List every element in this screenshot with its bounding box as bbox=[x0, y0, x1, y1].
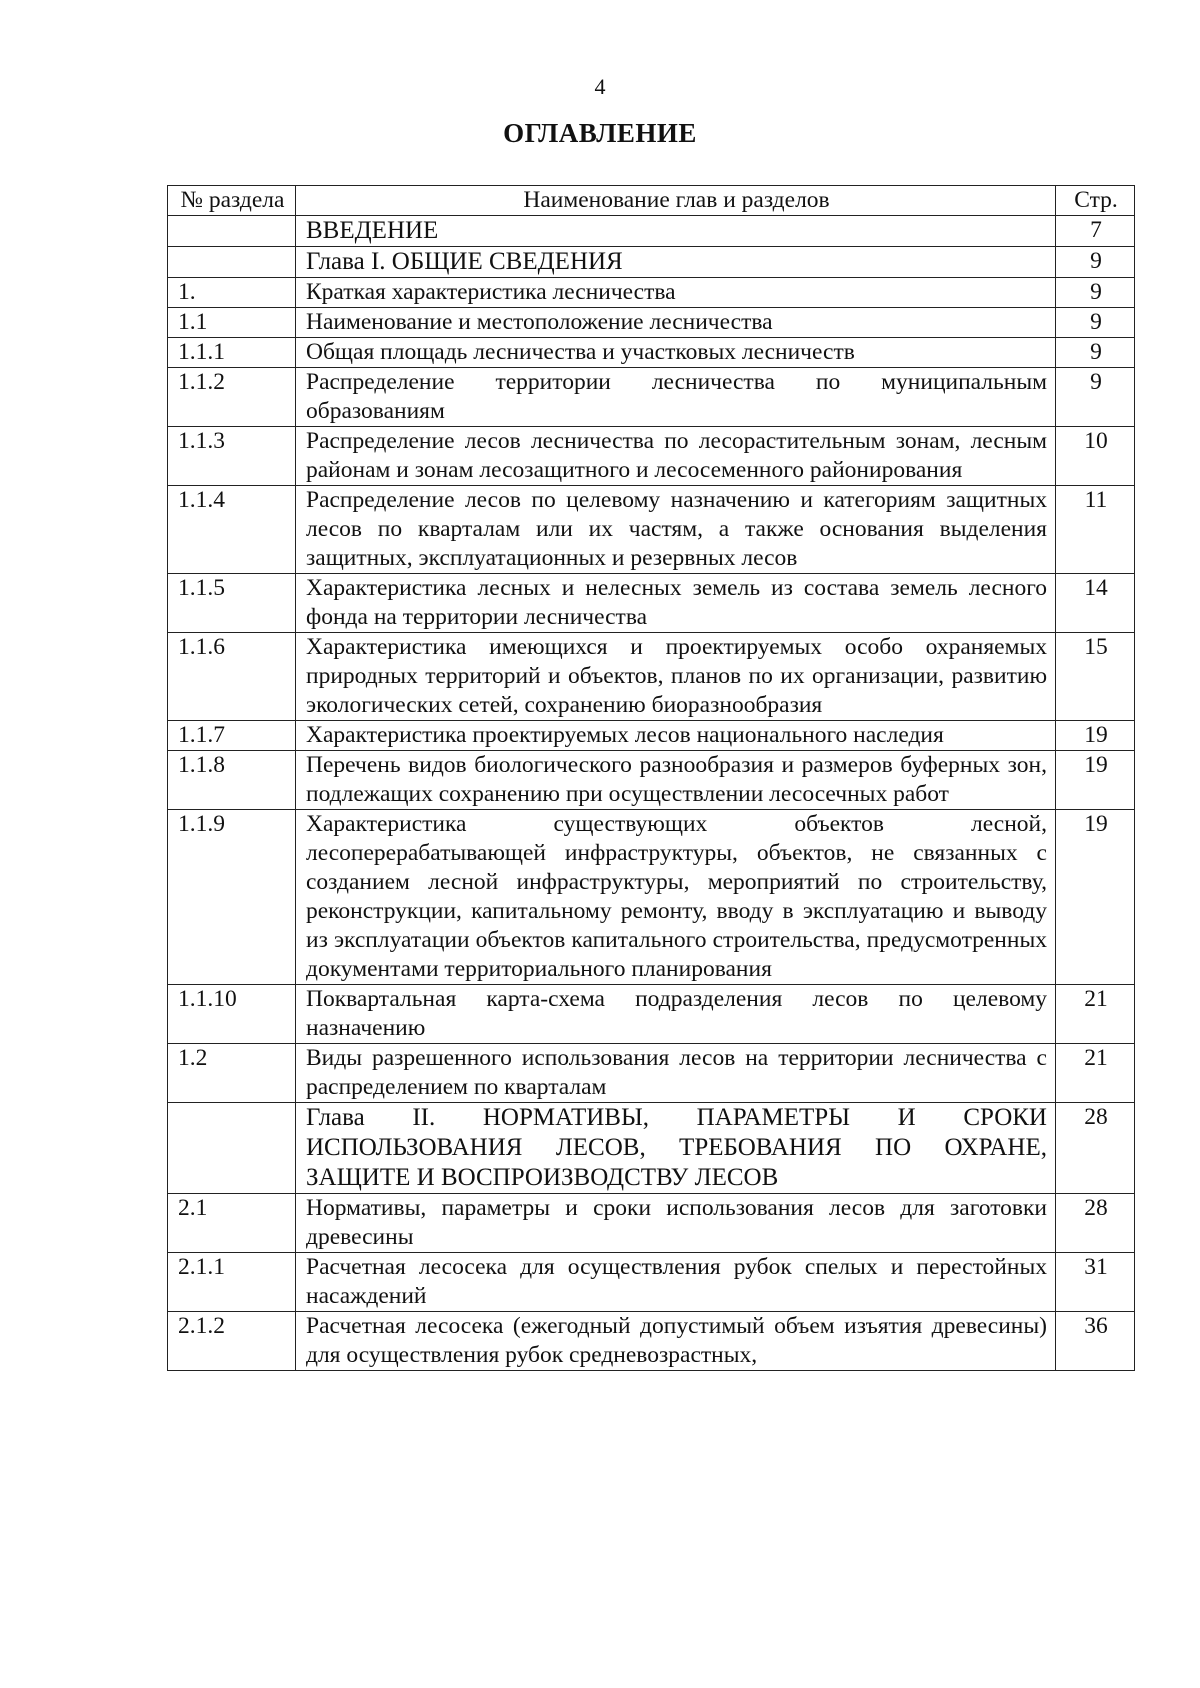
section-number: 1.1.5 bbox=[168, 574, 296, 633]
section-title: Расчетная лесосека (ежегодный допустимый объем изъятия древесины) для осуществления рубок средневозрастных, bbox=[296, 1312, 1056, 1371]
section-title: Характеристика лесных и нелесных земель из состава земель лесного фонда на территории лесничества bbox=[296, 574, 1056, 633]
section-number bbox=[168, 1103, 296, 1194]
section-number bbox=[168, 216, 296, 247]
table-row bbox=[168, 486, 1135, 574]
page-number-cell: 11 bbox=[1056, 486, 1135, 574]
section-number: 1.1.6 bbox=[168, 633, 296, 721]
document-title: ОГЛАВЛЕНИЕ bbox=[503, 118, 697, 148]
table-row bbox=[168, 368, 1135, 427]
section-number: 1.1.4 bbox=[168, 486, 296, 574]
section-title: Характеристика проектируемых лесов национального наследия bbox=[296, 721, 1056, 751]
section-number: 2.1.2 bbox=[168, 1312, 296, 1371]
header-page: Стр. bbox=[1056, 186, 1135, 216]
section-number: 1.1.10 bbox=[168, 985, 296, 1044]
table-row bbox=[168, 216, 1135, 247]
section-number: 1.1.9 bbox=[168, 810, 296, 985]
header-row bbox=[168, 186, 1135, 216]
table-row bbox=[168, 1194, 1135, 1253]
table-row bbox=[168, 810, 1135, 985]
page-number-cell: 9 bbox=[1056, 338, 1135, 368]
section-title: Глава II. НОРМАТИВЫ, ПАРАМЕТРЫ И СРОКИ ИСПОЛЬЗОВАНИЯ ЛЕСОВ, ТРЕБОВАНИЯ ПО ОХРАНЕ, ЗАЩИТЕ И ВОСПРОИЗВОДСТВУ ЛЕСОВ bbox=[296, 1103, 1056, 1194]
section-title: Наименование и местоположение лесничества bbox=[296, 308, 1056, 338]
section-number: 2.1 bbox=[168, 1194, 296, 1253]
table-row bbox=[168, 574, 1135, 633]
section-number: 2.1.1 bbox=[168, 1253, 296, 1312]
section-number: 1.1.2 bbox=[168, 368, 296, 427]
header-section-number: № раздела bbox=[168, 186, 296, 216]
table-row bbox=[168, 985, 1135, 1044]
section-title: Характеристика существующих объектов лесной, лесоперерабатывающей инфраструктуры, объектов, не связанных с созданием лесной инфраструктуры, мероприятий по строительству, реконструкции, капитальному ремонту, вводу в эксплуатацию и выводу из эксплуатации объектов капитального строительства, предусмотренных документами территориального планирования bbox=[296, 810, 1056, 985]
page-number-cell: 14 bbox=[1056, 574, 1135, 633]
page-number-cell: 15 bbox=[1056, 633, 1135, 721]
table-row bbox=[168, 247, 1135, 278]
section-title: Распределение лесов по целевому назначению и категориям защитных лесов по кварталам или их частям, а также основания выделения защитных, эксплуатационных и резервных лесов bbox=[296, 486, 1056, 574]
section-title: Поквартальная карта-схема подразделения лесов по целевому назначению bbox=[296, 985, 1056, 1044]
table-row bbox=[168, 278, 1135, 308]
table-row bbox=[168, 1103, 1135, 1194]
table-of-contents bbox=[167, 185, 1135, 1371]
page-number-cell: 19 bbox=[1056, 810, 1135, 985]
page-number-cell: 31 bbox=[1056, 1253, 1135, 1312]
section-number bbox=[168, 247, 296, 278]
table-row bbox=[168, 1312, 1135, 1371]
table-row bbox=[168, 308, 1135, 338]
table-row bbox=[168, 721, 1135, 751]
table-row bbox=[168, 338, 1135, 368]
page-number-cell: 21 bbox=[1056, 1044, 1135, 1103]
section-title: Характеристика имеющихся и проектируемых особо охраняемых природных территорий и объектов, планов по их организации, развитию экологических сетей, сохранению биоразнообразия bbox=[296, 633, 1056, 721]
table-row bbox=[168, 1044, 1135, 1103]
page-number-cell: 9 bbox=[1056, 247, 1135, 278]
section-title: Виды разрешенного использования лесов на территории лесничества с распределением по кварталам bbox=[296, 1044, 1056, 1103]
section-title: Расчетная лесосека для осуществления рубок спелых и перестойных насаждений bbox=[296, 1253, 1056, 1312]
page-number-cell: 19 bbox=[1056, 721, 1135, 751]
page-number-cell: 19 bbox=[1056, 751, 1135, 810]
page-number-cell: 28 bbox=[1056, 1103, 1135, 1194]
section-title: Перечень видов биологического разнообразия и размеров буферных зон, подлежащих сохранению при осуществлении лесосечных работ bbox=[296, 751, 1056, 810]
section-title: Краткая характеристика лесничества bbox=[296, 278, 1056, 308]
section-number: 1.2 bbox=[168, 1044, 296, 1103]
page-number-cell: 7 bbox=[1056, 216, 1135, 247]
page-number-cell: 28 bbox=[1056, 1194, 1135, 1253]
table-row bbox=[168, 427, 1135, 486]
header-section-title: Наименование глав и разделов bbox=[296, 186, 1056, 216]
section-number: 1.1.1 bbox=[168, 338, 296, 368]
page-number-cell: 10 bbox=[1056, 427, 1135, 486]
page-number-cell: 9 bbox=[1056, 308, 1135, 338]
section-number: 1.1.8 bbox=[168, 751, 296, 810]
page-number-cell: 9 bbox=[1056, 368, 1135, 427]
section-title: Распределение территории лесничества по муниципальным образованиям bbox=[296, 368, 1056, 427]
section-title: Распределение лесов лесничества по лесорастительным зонам, лесным районам и зонам лесозащитного и лесосеменного районирования bbox=[296, 427, 1056, 486]
page-number-cell: 36 bbox=[1056, 1312, 1135, 1371]
section-title: Нормативы, параметры и сроки использования лесов для заготовки древесины bbox=[296, 1194, 1056, 1253]
section-title: Общая площадь лесничества и участковых лесничеств bbox=[296, 338, 1056, 368]
page-number: 4 bbox=[594, 74, 606, 99]
section-title: Глава I. ОБЩИЕ СВЕДЕНИЯ bbox=[296, 247, 1056, 278]
section-number: 1.1 bbox=[168, 308, 296, 338]
table-row bbox=[168, 1253, 1135, 1312]
table-row bbox=[168, 633, 1135, 721]
page-number-cell: 9 bbox=[1056, 278, 1135, 308]
section-number: 1.1.7 bbox=[168, 721, 296, 751]
table-row bbox=[168, 751, 1135, 810]
page-number-cell: 21 bbox=[1056, 985, 1135, 1044]
section-title: ВВЕДЕНИЕ bbox=[296, 216, 1056, 247]
toc-body bbox=[168, 216, 1135, 1371]
section-number: 1. bbox=[168, 278, 296, 308]
section-number: 1.1.3 bbox=[168, 427, 296, 486]
